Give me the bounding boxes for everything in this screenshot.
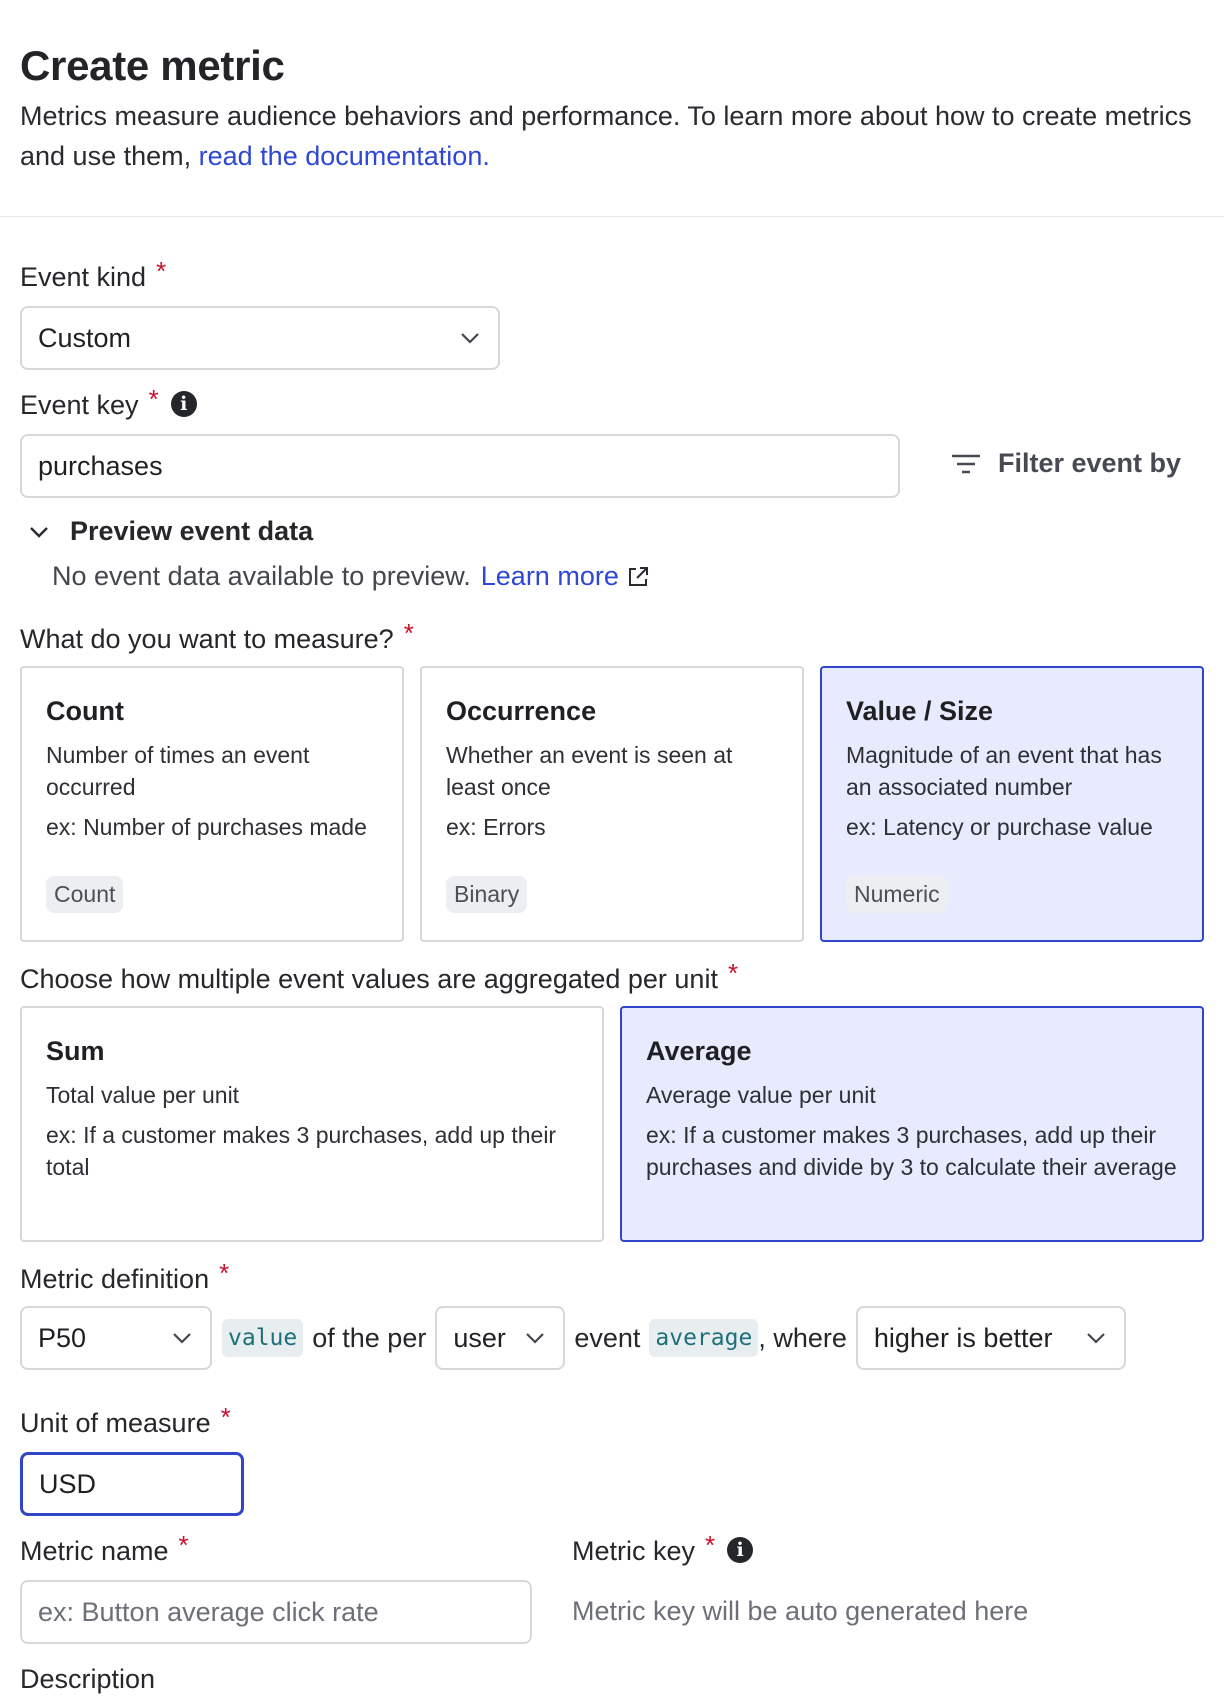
aggregation-option-sum[interactable] — [20, 1006, 604, 1242]
measure-option-value-size[interactable] — [820, 666, 1204, 942]
metric-definition-label — [20, 1258, 230, 1295]
external-link-icon — [625, 564, 651, 590]
measure-option-occurrence[interactable] — [420, 666, 804, 942]
required-marker: * — [178, 1530, 189, 1560]
definition-text: of the per — [312, 1322, 427, 1353]
chevron-down-icon — [523, 1326, 547, 1350]
aggregation-label-text: Choose how multiple event values are aggregated per unit — [20, 964, 718, 994]
filter-icon — [950, 452, 982, 476]
value-code-token: value — [222, 1319, 303, 1357]
option-tag: Count — [46, 876, 123, 913]
preview-empty-text: No event data available to preview. — [52, 561, 471, 591]
info-icon[interactable]: i — [171, 391, 197, 417]
required-marker: * — [705, 1530, 716, 1560]
option-title: Count — [46, 696, 124, 726]
required-marker: * — [156, 256, 167, 286]
learn-more-link[interactable]: Learn more — [480, 561, 619, 591]
measure-label — [20, 618, 414, 655]
event-key-label-text: Event key — [20, 390, 139, 420]
event-kind-label-text: Event kind — [20, 262, 147, 292]
option-description: Magnitude of an event that has an associated number — [846, 742, 1162, 800]
statistic-select[interactable] — [20, 1306, 212, 1370]
metric-definition-row — [20, 1306, 1126, 1370]
filter-event-label: Filter event by — [998, 448, 1182, 478]
option-description: Whether an event is seen at least once — [446, 742, 733, 800]
aggregation-code-token: average — [649, 1319, 758, 1357]
required-marker: * — [220, 1402, 231, 1432]
required-marker: * — [403, 618, 414, 648]
unit-select[interactable] — [435, 1306, 565, 1370]
chevron-down-icon — [28, 521, 50, 543]
unit-of-measure-input[interactable] — [20, 1452, 244, 1516]
documentation-link[interactable]: read the documentation. — [198, 141, 490, 171]
metric-name-input[interactable] — [20, 1580, 532, 1644]
header-divider — [0, 216, 1224, 217]
option-example: ex: If a customer makes 3 purchases, add up their purchases and divide by 3 to calculate their average — [646, 1122, 1177, 1180]
preview-event-toggle[interactable] — [28, 516, 313, 547]
intro-text: Metrics measure audience behaviors and performance. To learn more about how to create metrics and use them, — [20, 101, 1192, 171]
unit-value: user — [453, 1322, 506, 1353]
event-kind-select[interactable] — [20, 306, 500, 370]
measure-option-count[interactable] — [20, 666, 404, 942]
filter-event-button[interactable] — [950, 448, 1181, 479]
info-icon[interactable]: i — [727, 1537, 753, 1563]
metric-key-placeholder: Metric key will be auto generated here — [572, 1596, 1029, 1626]
option-title: Occurrence — [446, 696, 597, 726]
page-intro — [20, 96, 1200, 176]
chevron-down-icon — [458, 326, 482, 350]
aggregation-label — [20, 958, 739, 995]
required-marker: * — [219, 1258, 230, 1288]
unit-of-measure-label-text: Unit of measure — [20, 1408, 211, 1438]
event-kind-label — [20, 256, 167, 293]
page-title: Create metric — [20, 42, 285, 89]
metric-definition-label-text: Metric definition — [20, 1264, 210, 1294]
preview-toggle-label: Preview event data — [70, 516, 314, 546]
definition-text: , where — [758, 1322, 847, 1353]
option-example: ex: Latency or purchase value — [846, 814, 1153, 840]
measure-label-text: What do you want to measure? — [20, 624, 394, 654]
required-marker: * — [148, 384, 159, 414]
option-tag: Binary — [446, 876, 527, 913]
option-description: Total value per unit — [46, 1082, 240, 1108]
event-key-label — [20, 384, 197, 421]
direction-select[interactable] — [856, 1306, 1126, 1370]
metric-name-label-text: Metric name — [20, 1536, 169, 1566]
option-example: ex: Errors — [446, 814, 546, 840]
option-title: Sum — [46, 1036, 105, 1066]
option-title: Value / Size — [846, 696, 994, 726]
event-key-value: purchases — [38, 450, 163, 481]
unit-of-measure-value: USD — [39, 1468, 97, 1499]
chevron-down-icon — [170, 1326, 194, 1350]
metric-name-placeholder: ex: Button average click rate — [38, 1596, 379, 1627]
required-marker: * — [727, 958, 739, 988]
option-tag: Numeric — [846, 876, 948, 913]
chevron-down-icon — [1084, 1326, 1108, 1350]
description-label: Description — [20, 1664, 156, 1694]
event-key-input[interactable] — [20, 434, 900, 498]
option-example: ex: If a customer makes 3 purchases, add up their total — [46, 1122, 557, 1180]
option-description: Number of times an event occurred — [46, 742, 310, 800]
metric-key-label — [572, 1530, 753, 1567]
option-description: Average value per unit — [646, 1082, 876, 1108]
direction-value: higher is better — [873, 1322, 1053, 1353]
option-example: ex: Number of purchases made — [46, 814, 367, 840]
preview-empty-state — [52, 561, 651, 592]
event-kind-value: Custom — [38, 322, 132, 353]
metric-name-label — [20, 1530, 189, 1567]
aggregation-option-average[interactable] — [620, 1006, 1204, 1242]
unit-of-measure-label — [20, 1402, 231, 1439]
statistic-value: P50 — [38, 1322, 87, 1353]
definition-text: event — [574, 1322, 641, 1353]
metric-key-label-text: Metric key — [572, 1536, 696, 1566]
option-title: Average — [646, 1036, 752, 1066]
